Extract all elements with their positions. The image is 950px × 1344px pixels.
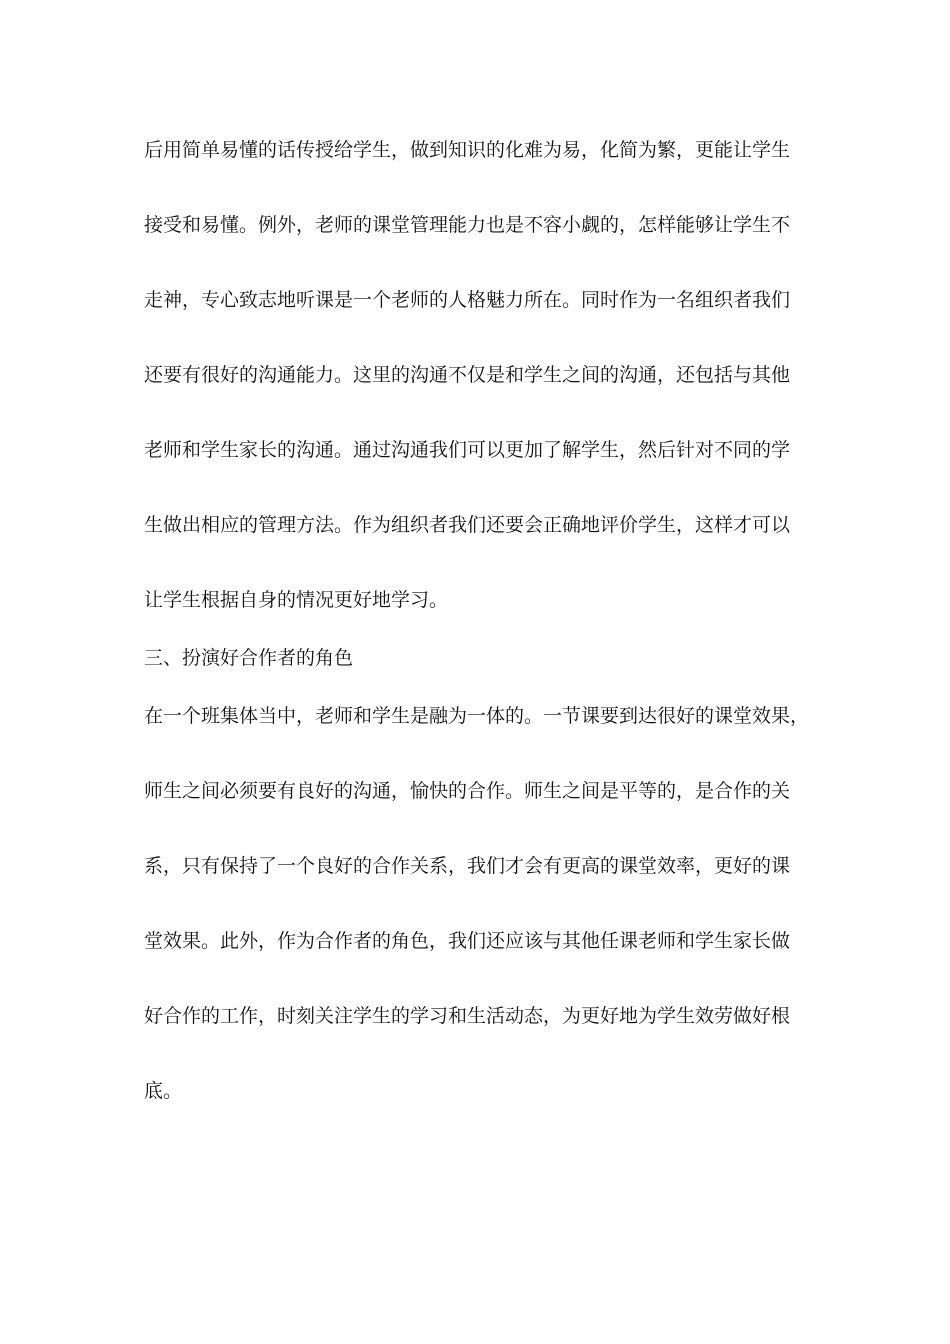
text-line: 走神，专心致志地听课是一个老师的人格魅力所在。同时作为一名组织者我们 [144, 289, 791, 311]
text-line: 系，只有保持了一个良好的合作关系，我们才会有更高的课堂效率，更好的课 [144, 855, 791, 877]
text-line: 接受和易懂。例外，老师的课堂管理能力也是不容小觑的，怎样能够让学生不 [144, 214, 791, 236]
text-line: 堂效果。此外，作为合作者的角色，我们还应该与其他任课老师和学生家长做 [144, 930, 791, 952]
text-line: 老师和学生家长的沟通。通过沟通我们可以更加了解学生，然后针对不同的学 [144, 439, 791, 461]
text-line: 在一个班集体当中，老师和学生是融为一体的。一节课要到达很好的课堂效果， [144, 705, 810, 727]
text-line: 让学生根据自身的情况更好地学习。 [144, 589, 449, 611]
text-line: 还要有很好的沟通能力。这里的沟通不仅是和学生之间的沟通，还包括与其他 [144, 364, 791, 386]
text-line: 师生之间必须要有良好的沟通，愉快的合作。师生之间是平等的，是合作的关 [144, 780, 791, 802]
document-body [144, 131, 810, 1110]
text-line: 好合作的工作，时刻关注学生的学习和生活动态，为更好地为学生效劳做好根 [144, 1005, 791, 1027]
text-line: 底。 [144, 1080, 183, 1102]
text-line: 后用简单易懂的话传授给学生，做到知识的化难为易，化简为繁，更能让学生 [144, 139, 791, 161]
paragraph-collaborator-role [144, 697, 810, 1110]
text-line: 生做出相应的管理方法。作为组织者我们还要会正确地评价学生，这样才可以 [144, 514, 791, 536]
paragraph-organizer-role [144, 131, 806, 619]
section-heading: 三、扮演好合作者的角色 [144, 647, 354, 669]
